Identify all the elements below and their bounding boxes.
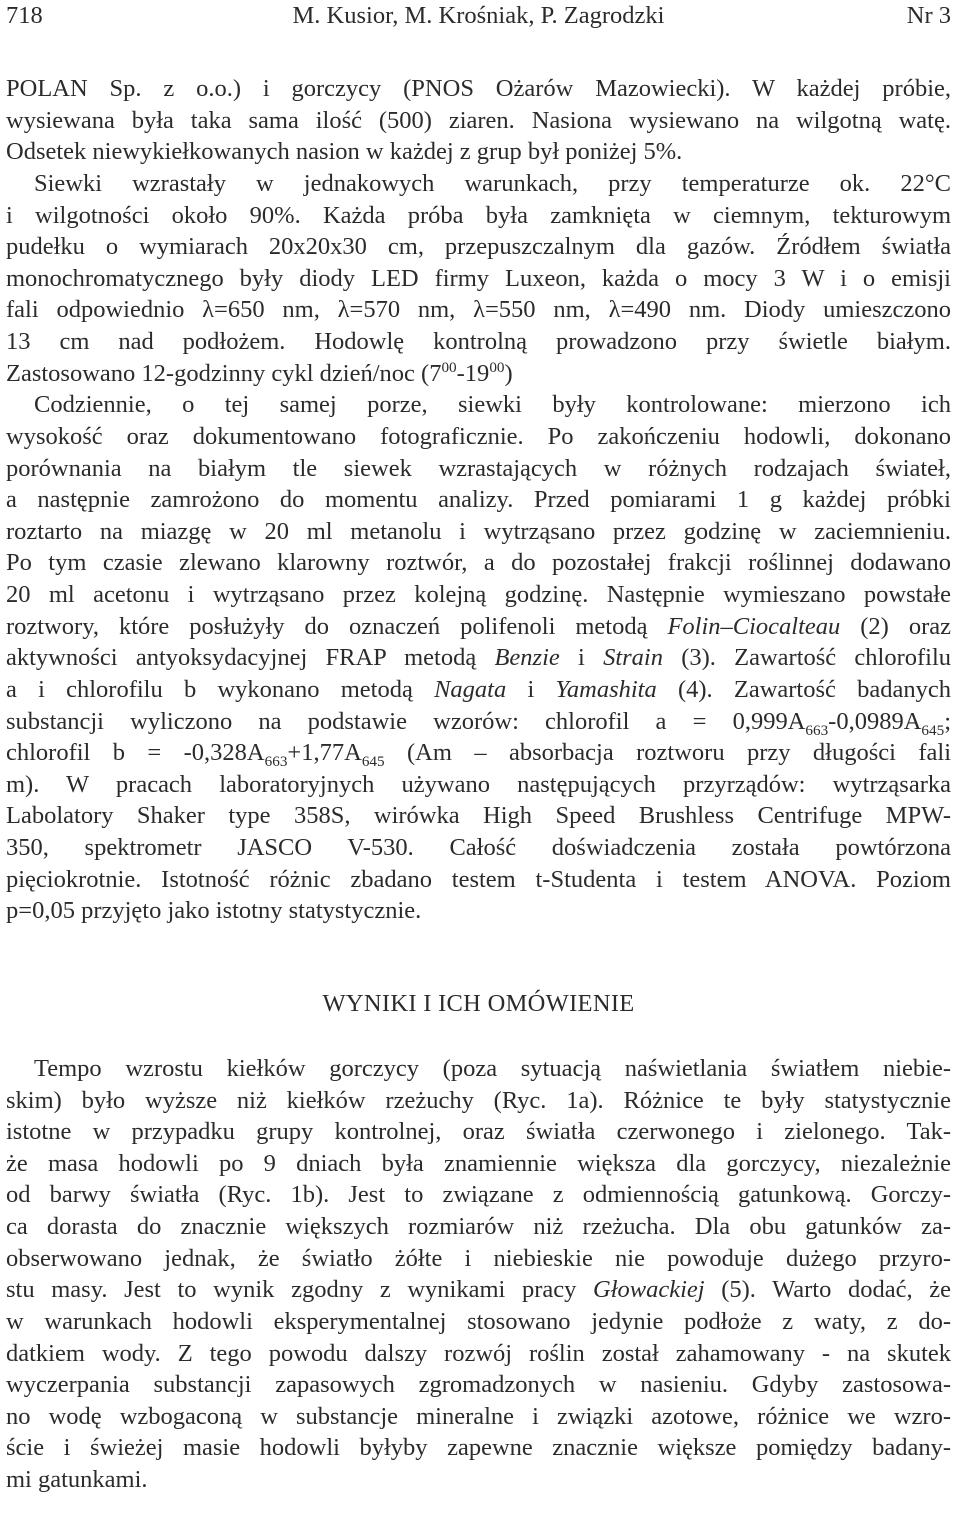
text-line: mi gatunkami. [6, 1466, 148, 1493]
text-line: roztarto na miazgę w 20 ml metanolu i wytrząsano przez godzinę w zaciemnieniu. [6, 517, 951, 545]
methods-text [6, 73, 951, 927]
text-line: 13 cm nad podłożem. Hodowlę kontrolną prowadzono przy świetle białym. [6, 328, 951, 355]
results-text [6, 1053, 951, 1496]
text-line: datkiem wody. Z tego powodu dalszy rozwój roślin został zahamowany - na skutek [6, 1339, 951, 1367]
text-line: obserwowano jednak, że światło żółte i niebieskie nie powoduje dużego przyro- [6, 1244, 951, 1272]
text-line: Zastosowano 12-godzinny cykl dzień/noc $(7^{00}-19^{00})$ [6, 358, 513, 387]
text-line: 350, spektrometr JASCO V-530. Całość doświadczenia została powtórzona [6, 834, 951, 861]
text-line: ca dorasta do znacznie większych rozmiarów niż rzeżucha. Dla obu gatunków za- [6, 1213, 951, 1240]
text-line: 20 ml acetonu i wytrząsano przez kolejną godzinę. Następnie wymieszano powstałe [6, 581, 951, 608]
text-line: od barwy światła (Ryc. 1b). Jest to związane z odmiennością gatunkową. Gorczy- [6, 1181, 951, 1209]
text-line: w warunkach hodowli eksperymentalnej stosowano jedynie podłoże z waty, z do- [6, 1307, 951, 1335]
text-line: wysiewana była taka sama ilość (500) ziaren. Nasiona wysiewano na wilgotną watę. [6, 106, 951, 134]
text-line: no wodę wzbogaconą w substancje mineralne i związki azotowe, różnice we wzro- [6, 1402, 951, 1430]
text-line: porównania na białym tle siewek wzrastających w różnych rodzajach świateł, [6, 454, 951, 482]
text-line: monochromatycznego były diody LED firmy Luxeon, każda o mocy 3 W i o emisji [6, 264, 951, 292]
text-line: p=0,05 przyjęto jako istotny statystycznie. [6, 897, 422, 925]
text-line: Odsetek niewykiełkowanych nasion w każdej z grup był poniżej 5%. [6, 138, 683, 166]
text-line: a i chlorofilu b wykonano metodą Nagata i Yamashita (4). Zawartość badanych [6, 675, 951, 703]
text-line: Po tym czasie zlewano klarowny roztwór, a do pozostałej frakcji roślinnej dodawano [6, 549, 951, 577]
text-line: Labolatory Shaker type 358S, wirówka High Speed Brushless Centrifuge MPW- [6, 802, 951, 830]
page-number: 718 [6, 2, 43, 29]
text-line: roztwory, które posłużyły do oznaczeń polifenoli metodą Folin–Ciocalteau (2) oraz [6, 612, 951, 640]
text-line: POLAN Sp. z o.o.) i gorczycy (PNOS Ożarów Mazowiecki). W każdej próbie, [6, 75, 951, 102]
text-line: skim) było wyższe niż kiełków rzeżuchy (Ryc. 1a). Różnice te były statystycznie [6, 1086, 951, 1114]
text-line: stu masy. Jest to wynik zgodny z wynikami pracy Głowackiej (5). Warto dodać, że [6, 1276, 952, 1304]
text-line: i wilgotności około 90%. Każda próba była zamknięta w ciemnym, tekturowym [6, 201, 951, 229]
section-heading: WYNIKI I ICH OMÓWIENIE [322, 989, 635, 1017]
running-header-authors: M. Kusior, M. Krośniak, P. Zagrodzki [292, 2, 665, 29]
text-line: pięciokrotnie. Istotność różnic zbadano testem t-Studenta i testem ANOVA. Poziom [6, 865, 951, 893]
text-line: Siewki wzrastały w jednakowych warunkach, przy temperaturze ok. 22°C [34, 169, 951, 197]
running-header [6, 0, 951, 32]
text-line: ście i świeżej masie hodowli byłyby zapewne znacznie większe pomiędzy badany- [6, 1434, 951, 1462]
text-line: Tempo wzrostu kiełków gorczycy (poza sytuacją naświetlania światłem niebie- [34, 1054, 951, 1082]
text-line: wysokość oraz dokumentowano fotograficznie. Po zakończeniu hodowli, dokonano [6, 422, 951, 450]
text-line: Codziennie, o tej samej porze, siewki były kontrolowane: mierzono ich [34, 391, 951, 419]
text-line: chlorofil $b = -0,328A_{663}+1,77A_{645}$ (Am – absorbacja roztworu przy długości fali [6, 739, 951, 771]
text-line: m). W pracach laboratoryjnych używano następujących przyrządów: wytrząsarka [6, 770, 951, 798]
text-line: istotne w przypadku grupy kontrolnej, oraz światła czerwonego i zielonego. Tak- [6, 1118, 951, 1146]
issue-number: Nr 3 [906, 2, 951, 29]
text-line: aktywności antyoksydacyjnej FRAP metodą Benzie i Strain (3). Zawartość chlorofilu [6, 644, 952, 672]
text-line: fali odpowiednio λ=650 nm, λ=570 nm, λ=550 nm, λ=490 nm. Diody umieszczono [6, 296, 951, 324]
text-line: wyczerpania substancji zapasowych zgromadzonych w nasieniu. Gdyby zastosowa- [6, 1371, 951, 1399]
text-line: że masa hodowli po 9 dniach była znamiennie większa dla gorczycy, niezależnie [6, 1149, 951, 1177]
text-line: substancji wyliczono na podstawie wzorów: chlorofil $a = 0,999A_{663}-0,0989A_{645}$; [6, 707, 951, 739]
text-line: pudełku o wymiarach 20x20x30 cm, przepuszczalnym dla gazów. Źródłem światła [6, 233, 951, 261]
text-line: a następnie zamrożono do momentu analizy. Przed pomiarami 1 g każdej próbki [6, 486, 951, 514]
